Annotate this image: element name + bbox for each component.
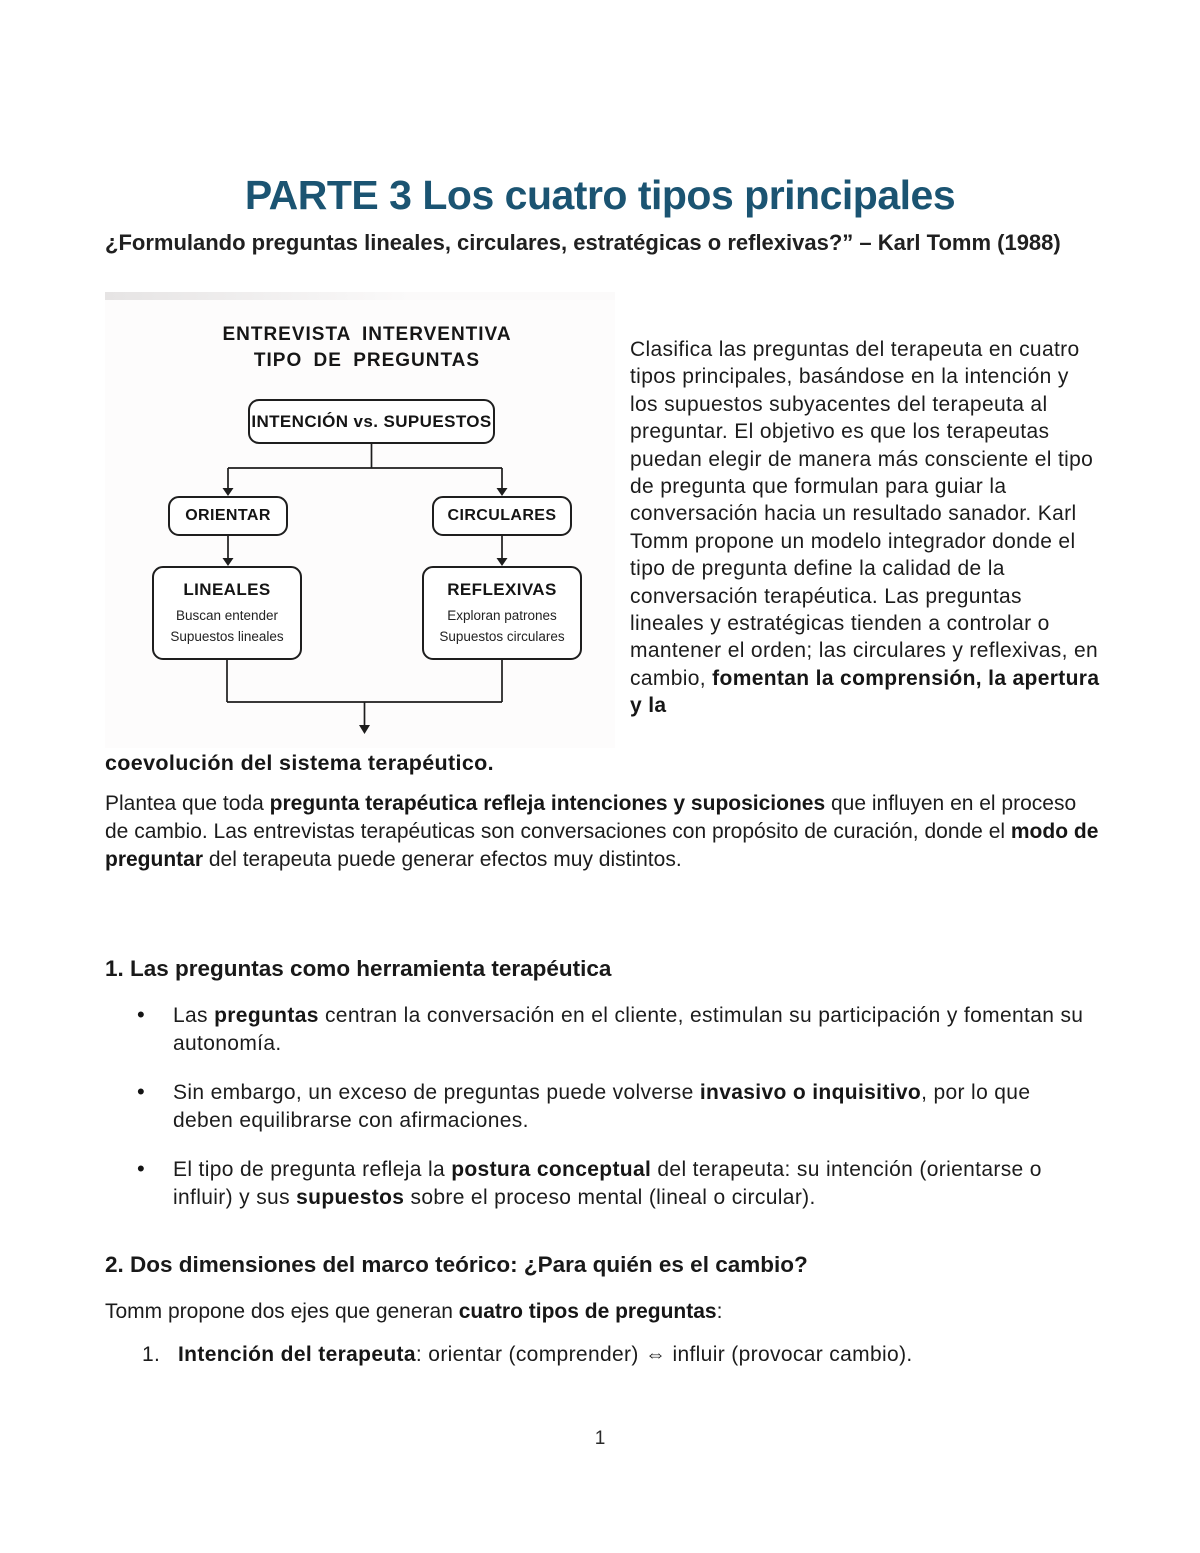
bullet-item bbox=[137, 1156, 1095, 1211]
bullet-bold: supuestos bbox=[296, 1185, 405, 1209]
diagram-box-orientar bbox=[168, 496, 288, 536]
bullet-bold: postura conceptual bbox=[451, 1158, 652, 1181]
intro-bold-tail: fomentan la comprensión, la apertura y la bbox=[630, 666, 1100, 718]
item-bold: Intención del terapeuta bbox=[178, 1343, 416, 1366]
bullet-text: Sin embargo, un exceso de preguntas puede volverse bbox=[173, 1081, 700, 1104]
numbered-item-1 bbox=[142, 1341, 1092, 1368]
page-number: 1 bbox=[594, 1428, 606, 1449]
subtitle: ¿Formulando preguntas lineales, circulares, estratégicas o reflexivas?” – Karl Tomm (1988) bbox=[105, 230, 1061, 255]
diagram-box-label: ORIENTAR bbox=[185, 507, 271, 524]
diagram-box-intencion-vs-supuestos bbox=[248, 399, 495, 444]
bullet-text: , por lo que deben equilibrarse con afirmaciones. bbox=[173, 1081, 1031, 1132]
diagram-box-subline: Exploran patrones bbox=[447, 607, 557, 623]
page-title: PARTE 3 Los cuatro tipos principales bbox=[244, 172, 956, 218]
plantea-paragraph bbox=[105, 790, 1105, 874]
paragraph-text: Plantea que toda bbox=[105, 792, 270, 815]
paragraph-text: : bbox=[716, 1300, 723, 1323]
diagram-box-subline: Supuestos circulares bbox=[439, 628, 565, 644]
diagram-title-line1: ENTREVISTA INTERVENTIVA bbox=[222, 324, 512, 345]
intro-continuation-text: coevolución del sistema terapéutico. bbox=[105, 751, 494, 775]
bullet-item bbox=[137, 1079, 1095, 1134]
item-text: : orientar (comprender) ⇔ influir (provocar cambio). bbox=[415, 1343, 913, 1366]
diagram-box-label: CIRCULARES bbox=[447, 507, 557, 524]
bullet-text: Las bbox=[173, 1004, 215, 1027]
paragraph-bold: modo de preguntar bbox=[105, 820, 1099, 871]
paragraph-text: que influyen en el proceso de cambio. Las entrevistas terapéuticas son conversaciones con propósito de curación, donde el bbox=[105, 792, 1077, 843]
paragraph-text: del terapeuta puede generar efectos muy distintos. bbox=[203, 848, 682, 871]
bullet-text: sobre el proceso mental (lineal o circular). bbox=[404, 1185, 816, 1209]
diagram-box-title: LINEALES bbox=[183, 579, 271, 599]
question-types-diagram bbox=[105, 292, 615, 748]
intro-continuation-line bbox=[105, 750, 1100, 777]
diagram-box-subline: Supuestos lineales bbox=[170, 628, 284, 644]
section-1-heading: 1. Las preguntas como herramienta terapéutica bbox=[105, 956, 612, 981]
intro-paragraph bbox=[630, 336, 1100, 720]
item-number: 1. bbox=[142, 1343, 161, 1366]
section-2-lead bbox=[105, 1298, 1105, 1325]
diagram-title-line2: TIPO DE PREGUNTAS bbox=[253, 350, 481, 371]
paragraph-text: Tomm propone dos ejes que generan bbox=[105, 1300, 459, 1323]
section-1-bullets bbox=[137, 1002, 1095, 1233]
diagram-box-title: REFLEXIVAS bbox=[447, 579, 557, 599]
paragraph-bold: cuatro tipos de preguntas bbox=[458, 1300, 717, 1323]
diagram-box-reflexivas bbox=[422, 566, 582, 660]
section-2-heading: 2. Dos dimensiones del marco teórico: ¿Para quién es el cambio? bbox=[105, 1252, 808, 1277]
paragraph-bold: pregunta terapéutica refleja intenciones y suposiciones bbox=[269, 792, 826, 815]
diagram-box-lineales bbox=[152, 566, 302, 660]
diagram-box-label: INTENCIÓN vs. SUPUESTOS bbox=[251, 411, 492, 431]
bullet-bold: preguntas bbox=[214, 1004, 319, 1027]
bullet-text: El tipo de pregunta refleja la bbox=[173, 1158, 452, 1181]
bullet-text: del terapeuta: su intención (orientarse o influir) y sus bbox=[173, 1158, 1042, 1209]
diagram-box-subline: Buscan entender bbox=[175, 607, 279, 623]
intro-text: Clasifica las preguntas del terapeuta en cuatro tipos principales, basándose en la intención y los supuestos subyacentes del terapeuta al preguntar. El objetivo es que los terapeutas puedan elegir de manera más consciente el tipo de pregunta que formulan para guiar la conversación hacia un resultado sanador. Karl Tomm propone un modelo integrador donde el tipo de pregunta define la calidad de la conversación terapéutica. Las preguntas lineales y estratégicas tienden a controlar o mantener el orden; las circulares y reflexivas, en cambio, bbox=[630, 338, 1099, 690]
bullet-bold: invasivo o inquisitivo bbox=[699, 1081, 922, 1104]
bullet-text: centran la conversación en el cliente, estimulan su participación y fomentan su autonomía. bbox=[173, 1004, 1084, 1055]
bullet-item bbox=[137, 1002, 1095, 1057]
diagram-box-circulares bbox=[432, 496, 572, 536]
